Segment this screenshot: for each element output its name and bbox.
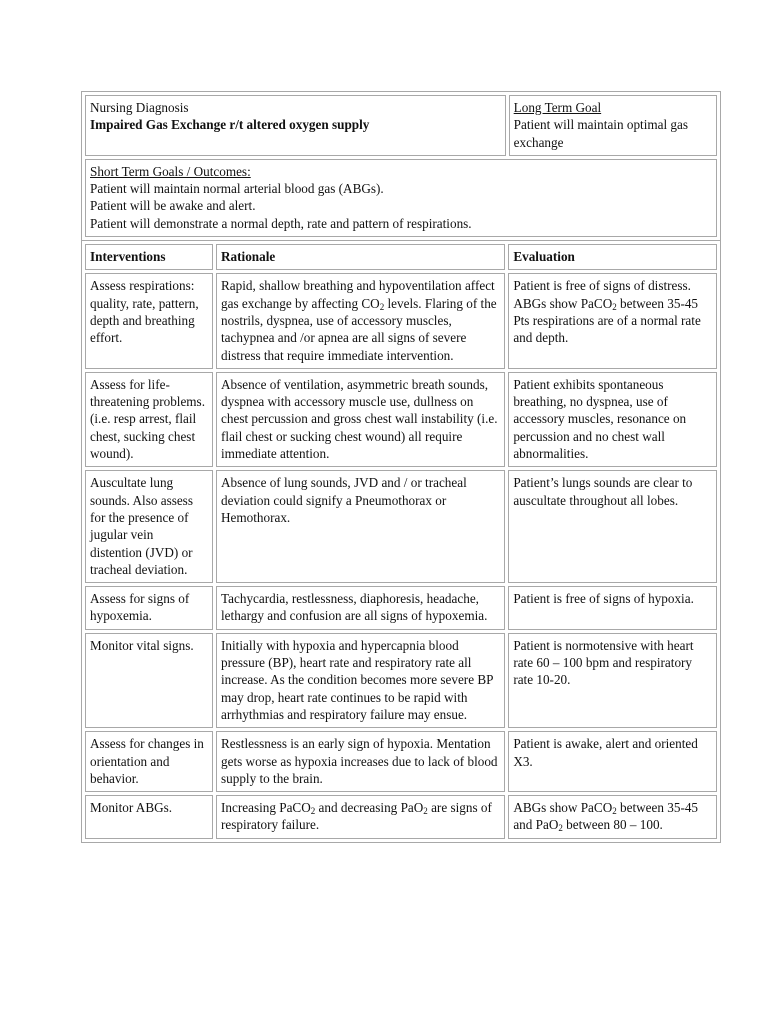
diagnosis-title: Impaired Gas Exchange r/t altered oxygen supply <box>90 117 370 133</box>
short-term-goals-cell <box>85 159 717 237</box>
intervention-rows <box>85 273 717 838</box>
evaluation-cell: Patient exhibits spontaneous breathing, no dyspnea, use of accessory muscles, resonance on percussion and no chest wall abnormalities. <box>508 372 717 467</box>
intervention-cell: Assess respirations: quality, rate, pattern, depth and breathing effort. <box>85 273 213 368</box>
care-plan-header-table <box>81 91 721 241</box>
rationale-cell: Tachycardia, restlessness, diaphoresis, headache, lethargy and confusion are all signs of hypoxemia. <box>216 586 505 630</box>
evaluation-cell: Patient is free of signs of distress. ABGs show PaCO$_2$ between 35-45 Pts respirations are of a normal rate and depth. <box>508 273 717 368</box>
short-term-goal-item: Patient will maintain normal arterial blood gas (ABGs). <box>90 181 384 197</box>
long-term-goal-label: Long Term Goal <box>513 100 602 115</box>
short-term-goals-label: Short Term Goals / Outcomes: <box>90 163 251 179</box>
table-row <box>85 470 717 583</box>
rationale-cell: Absence of lung sounds, JVD and / or tracheal deviation could signify a Pneumothorax or Hemothorax. <box>216 470 505 583</box>
rationale-cell: Absence of ventilation, asymmetric breath sounds, dyspnea with accessory muscle use, dullness on chest percussion and gross chest wall instability (i.e. flail chest or sucking chest wound) all require immediate attention. <box>216 372 505 467</box>
evaluation-cell: Patient is awake, alert and oriented X3. <box>508 731 717 792</box>
short-term-goal-item: Patient will be awake and alert. <box>90 198 256 214</box>
diagnosis-cell <box>85 95 506 156</box>
intervention-cell: Assess for changes in orientation and behavior. <box>85 731 213 792</box>
intervention-cell: Monitor vital signs. <box>85 633 213 728</box>
column-header-interventions: Interventions <box>85 244 213 270</box>
long-term-goal-text: Patient will maintain optimal gas exchange <box>513 117 689 150</box>
rationale-cell: Increasing PaCO$_2$ and decreasing PaO$_2$ are signs of respiratory failure. <box>216 795 505 839</box>
intervention-cell: Assess for life-threatening problems. (i.e. resp arrest, flail chest, sucking chest wound). <box>85 372 213 467</box>
table-header-row <box>85 244 717 270</box>
evaluation-cell: ABGs show PaCO$_2$ between 35-45 and PaO$_2$ between 80 – 100. <box>508 795 717 839</box>
intervention-cell: Monitor ABGs. <box>85 795 213 839</box>
evaluation-cell: Patient is normotensive with heart rate 60 – 100 bpm and respiratory rate 10-20. <box>508 633 717 728</box>
intervention-cell: Auscultate lung sounds. Also assess for the presence of jugular vein distention (JVD) or tracheal deviation. <box>85 470 213 583</box>
column-header-evaluation: Evaluation <box>508 244 717 270</box>
table-row <box>85 633 717 728</box>
evaluation-cell: Patient is free of signs of hypoxia. <box>508 586 717 630</box>
table-row <box>85 795 717 839</box>
intervention-cell: Assess for signs of hypoxemia. <box>85 586 213 630</box>
rationale-cell: Rapid, shallow breathing and hypoventilation affect gas exchange by affecting $CO_2$ levels. Flaring of the nostrils, dyspnea, use of accessory muscles, tachypnea and /or apnea are all signs of severe distress that require immediate intervention. <box>216 273 505 368</box>
evaluation-cell: Patient’s lungs sounds are clear to auscultate throughout all lobes. <box>508 470 717 583</box>
diagnosis-label: Nursing Diagnosis <box>90 100 189 115</box>
nursing-care-plan <box>81 91 721 843</box>
table-row <box>85 372 717 467</box>
table-row <box>85 731 717 792</box>
rationale-cell: Restlessness is an early sign of hypoxia. Mentation gets worse as hypoxia increases due to lack of blood supply to the brain. <box>216 731 505 792</box>
interventions-table <box>81 240 721 843</box>
short-term-goal-item: Patient will demonstrate a normal depth, rate and pattern of respirations. <box>90 215 472 231</box>
long-term-goal-cell <box>509 95 717 156</box>
rationale-cell: Initially with hypoxia and hypercapnia blood pressure (BP), heart rate and respiratory rate all increase. As the condition becomes more severe BP may drop, heart rate continues to be rapid with arrhythmias and respiratory failure may ensue. <box>216 633 505 728</box>
table-row <box>85 273 717 368</box>
table-row <box>85 586 717 630</box>
column-header-rationale: Rationale <box>216 244 505 270</box>
